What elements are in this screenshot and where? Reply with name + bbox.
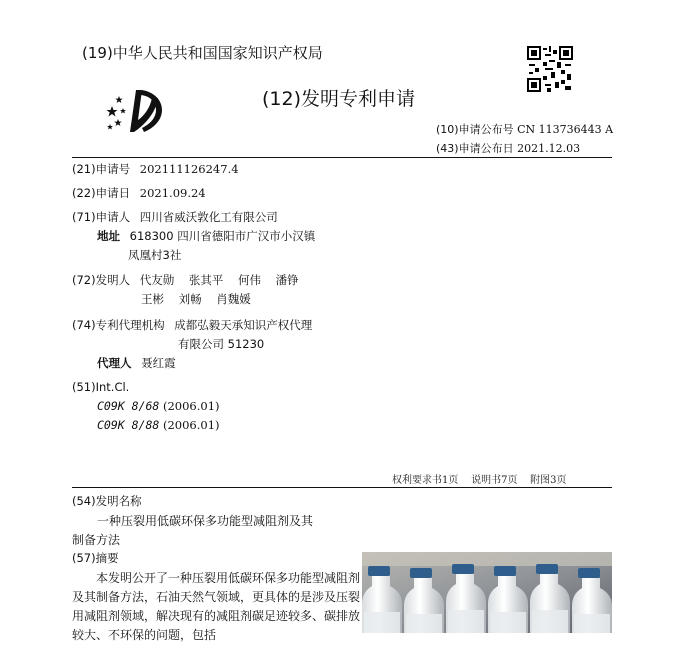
inventors-label: (72)发明人 xyxy=(72,273,131,287)
header-divider xyxy=(72,157,612,158)
publication-date-value: 2021.12.03 xyxy=(517,142,581,155)
agent-value: 聂红霞 xyxy=(141,356,176,370)
inventors-line-1: 代友勋 张其平 何伟 潘铮 xyxy=(139,273,299,287)
cnipa-logo-icon xyxy=(106,86,164,134)
invention-title-label: (54)发明名称 xyxy=(72,494,142,508)
document-type: (12)发明专利申请 xyxy=(262,88,416,110)
address xyxy=(97,228,315,244)
page-count-note: 权利要求书1页 说明书7页 附图3页 xyxy=(392,475,567,486)
int-cl-label: (51)Int.Cl. xyxy=(72,380,130,394)
invention-title-line-2: 制备方法 xyxy=(72,533,121,547)
publication-number xyxy=(436,121,613,137)
ipc-classification-1 xyxy=(97,399,220,413)
publication-date xyxy=(436,140,580,156)
patent-agency-line-2: 有限公司 51230 xyxy=(178,337,265,351)
application-number-label: (21)申请号 xyxy=(72,162,131,176)
patent-agency-label: (74)专利代理机构 xyxy=(72,318,165,332)
publication-number-value: CN 113736443 A xyxy=(517,123,614,136)
applicant xyxy=(72,209,278,225)
abstract-label: (57)摘要 xyxy=(72,551,119,565)
ipc-code-1: C09K 8/68 xyxy=(97,399,160,413)
application-date-label: (22)申请日 xyxy=(72,186,131,200)
qr-code-icon xyxy=(527,46,573,92)
ipc-version-1: (2006.01) xyxy=(162,399,220,413)
application-date xyxy=(72,185,206,201)
ipc-code-2: C09K 8/88 xyxy=(97,418,160,432)
application-number-value: 202111126247.4 xyxy=(139,162,239,176)
publication-date-label: (43)申请公布日 xyxy=(436,142,514,155)
address-line-2: 凤凰村3社 xyxy=(128,248,182,262)
address-label: 地址 xyxy=(97,229,120,243)
publication-number-label: (10)申请公布号 xyxy=(436,123,514,136)
agent xyxy=(97,355,176,371)
abstract-figure-photo xyxy=(362,552,612,633)
abstract-text: 本发明公开了一种压裂用低碳环保多功能型减阻剂及其制备方法，石油天然气领域，更具体的是涉及压裂用减阻剂领域，解决现有的减阻剂碳足迹较多、碳排放较大、不环保的问题，包括 xyxy=(72,571,361,642)
application-date-value: 2021.09.24 xyxy=(139,186,206,200)
ipc-version-2: (2006.01) xyxy=(162,418,220,432)
application-number xyxy=(72,161,239,177)
inventors xyxy=(72,272,299,288)
applicant-label: (71)申请人 xyxy=(72,210,131,224)
inventors-line-2: 王彬 刘畅 肖魏媛 xyxy=(141,292,251,306)
invention-title-line-1: 一种压裂用低碳环保多功能型减阻剂及其 xyxy=(97,514,314,528)
section-divider xyxy=(72,487,612,488)
applicant-value: 四川省威沃敦化工有限公司 xyxy=(139,210,278,224)
address-line-1: 618300 四川省德阳市广汉市小汉镇 xyxy=(129,229,316,243)
agent-label: 代理人 xyxy=(97,356,132,370)
patent-agency xyxy=(72,317,312,333)
ipc-classification-2 xyxy=(97,418,220,432)
office-name: (19)中华人民共和国国家知识产权局 xyxy=(82,44,323,62)
patent-agency-line-1: 成都弘毅天承知识产权代理 xyxy=(174,318,313,332)
